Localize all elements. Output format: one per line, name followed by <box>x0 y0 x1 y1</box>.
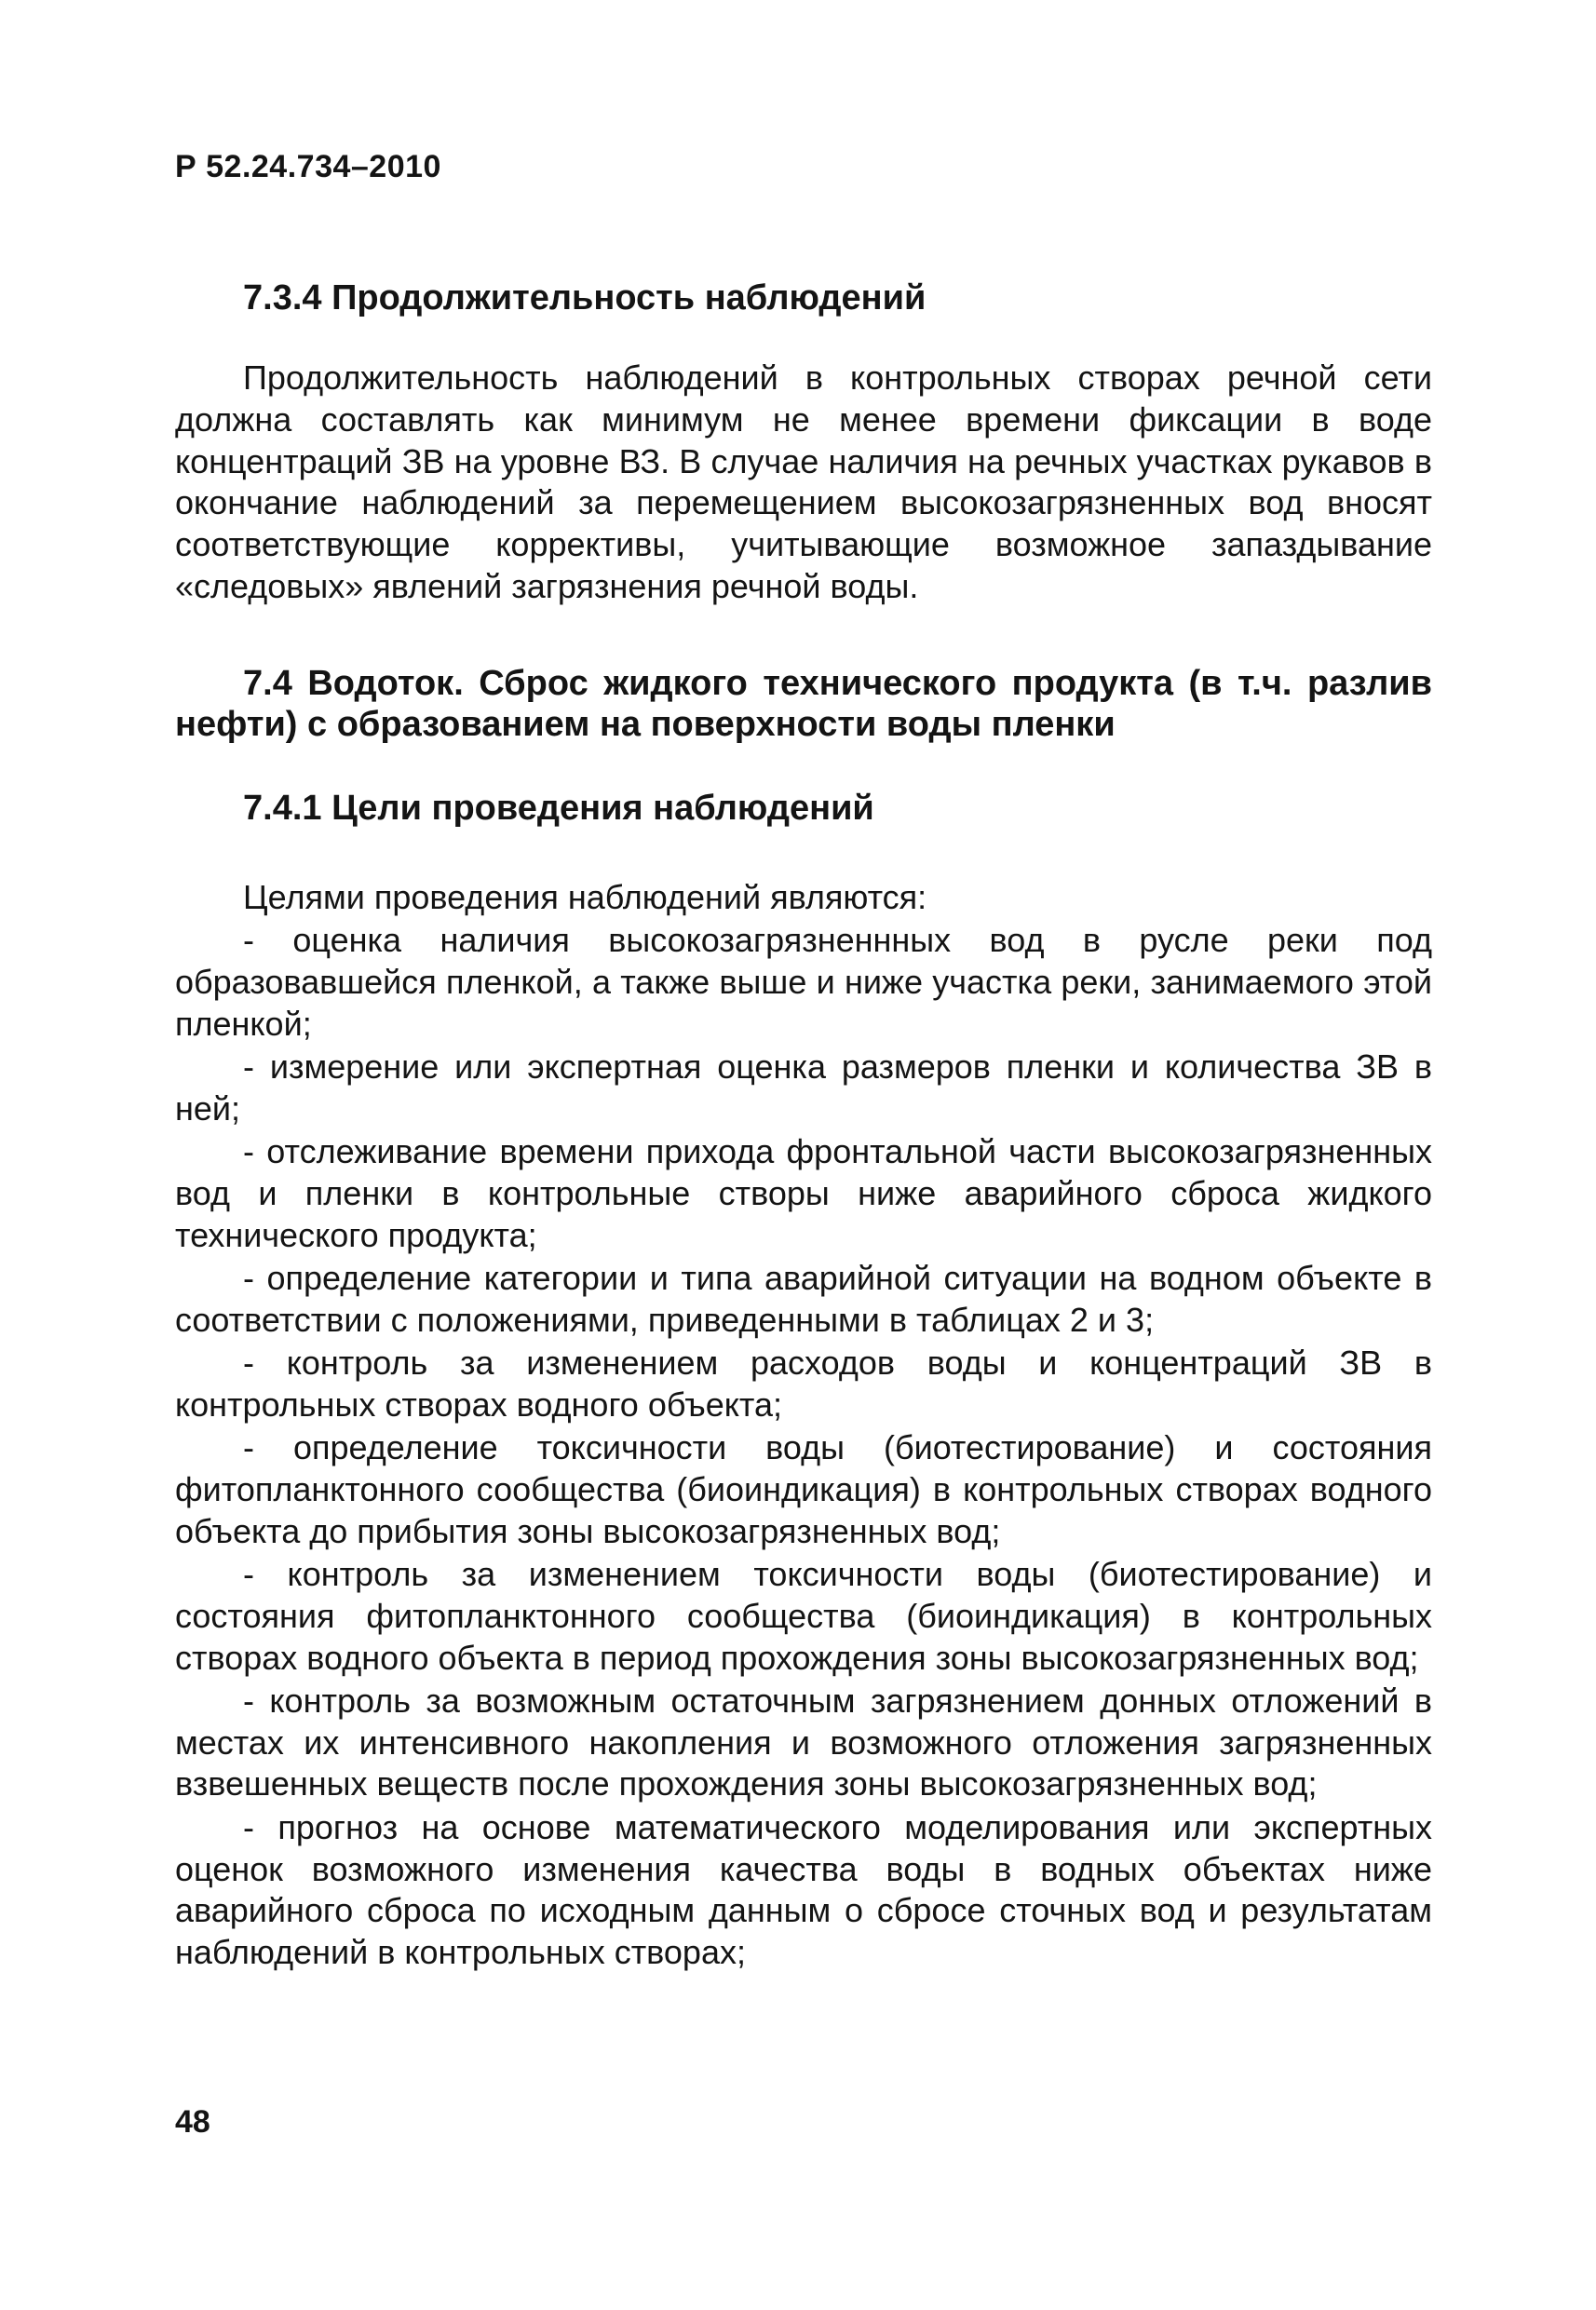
goals-intro: Целями проведения наблюдений являются: <box>243 878 927 916</box>
list-item: - прогноз на основе математического моделирования или экспертных оценок возможного изменения качества воды в водных объектах ниже аварийного сброса по исходным данным о сбросе сточных вод и результатам наблюдений в контрольных створах; <box>175 1807 1432 1972</box>
list-item: - оценка наличия высокозагрязненнных вод в русле реки под образовавшейся пленкой, а также выше и ниже участка реки, занимаемого этой пленкой; <box>175 921 1432 1043</box>
list-item: - контроль за возможным остаточным загрязнением донных отложений в местах их интенсивного накопления и возможного отложения загрязненных взвешенных веществ после прохождения зоны высокозагрязненных вод; <box>175 1681 1432 1803</box>
list-item: - измерение или экспертная оценка размеров пленки и количества ЗВ в ней; <box>175 1047 1432 1128</box>
paragraph-observation-duration: Продолжительность наблюдений в контрольных створах речной сети должна составлять как минимум не менее времени фиксации в воде концентраций ЗВ на уровне ВЗ. В случае наличия на речных участках рукавов в окончание наблюдений за перемещением высокозагрязненных вод вносят соответствующие коррективы, учитывающие возможное запаздывание «следовых» явлений загрязнения речной воды. <box>175 358 1432 605</box>
list-item: - контроль за изменением расходов воды и концентраций ЗВ в контрольных створах водного объекта; <box>175 1343 1432 1424</box>
list-item: - контроль за изменением токсичности воды (биотестирование) и состояния фитопланктонного сообщества (биоиндикация) в контрольных створах водного объекта в период прохождения зоны высокозагрязненных вод; <box>175 1554 1432 1677</box>
section-heading-7-4-1: 7.4.1 Цели проведения наблюдений <box>243 789 874 828</box>
goals-list <box>175 920 1432 1975</box>
page-number: 48 <box>175 2104 210 2140</box>
document-code: Р 52.24.734–2010 <box>175 149 441 184</box>
section-heading-7-4: 7.4 Водоток. Сброс жидкого технического продукта (в т.ч. разлив нефти) с образованием на поверхности воды пленки <box>175 664 1432 744</box>
list-item: - определение категории и типа аварийной ситуации на водном объекте в соответствии с положениями, приведенными в таблицах 2 и 3; <box>175 1258 1432 1339</box>
list-item: - отслеживание времени прихода фронтальной части высокозагрязненных вод и пленки в контрольные створы ниже аварийного сброса жидкого технического продукта; <box>175 1131 1432 1254</box>
section-heading-7-3-4: 7.3.4 Продолжительность наблюдений <box>243 278 926 317</box>
list-item: - определение токсичности воды (биотестирование) и состояния фитопланктонного сообщества (биоиндикация) в контрольных створах водного объекта до прибытия зоны высокозагрязненных вод; <box>175 1428 1432 1550</box>
